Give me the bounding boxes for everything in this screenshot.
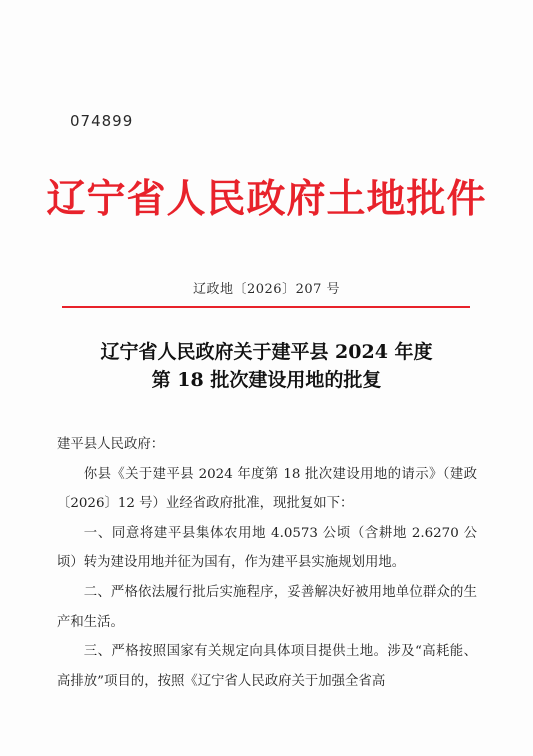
- serial-number: 074899: [70, 112, 134, 130]
- red-divider-line: [62, 306, 470, 308]
- paragraph-item-3: 三、严格按照国家有关规定向具体项目提供土地。涉及“高耗能、高排放”项目的，按照《辽宁省人民政府关于加强全省高: [57, 644, 477, 689]
- paragraph-request: 你县《关于建平县 2024 年度第 18 批次建设用地的请示》（建政〔2026〕12 号）业经省政府批准，现批复如下：: [57, 466, 477, 512]
- document-body: [57, 430, 477, 696]
- document-title-line-1: 辽宁省人民政府关于建平县 2024 年度: [100, 341, 433, 363]
- document-title-line-2: 第 18 批次建设用地的批复: [151, 369, 382, 391]
- salutation: 建平县人民政府：: [57, 437, 165, 452]
- document-number: 辽政地〔2026〕207 号: [192, 282, 341, 297]
- issuer-heading: 辽宁省人民政府土地批件: [46, 177, 487, 222]
- paragraph-item-1: 一、同意将建平县集体农用地 4.0573 公顷（含耕地 2.6270 公顷）转为建设用地并征为国有，作为建平县实施规划用地。: [57, 525, 477, 571]
- paragraph-item-2: 二、严格依法履行批后实施程序，妥善解决好被用地单位群众的生产和生活。: [57, 584, 477, 630]
